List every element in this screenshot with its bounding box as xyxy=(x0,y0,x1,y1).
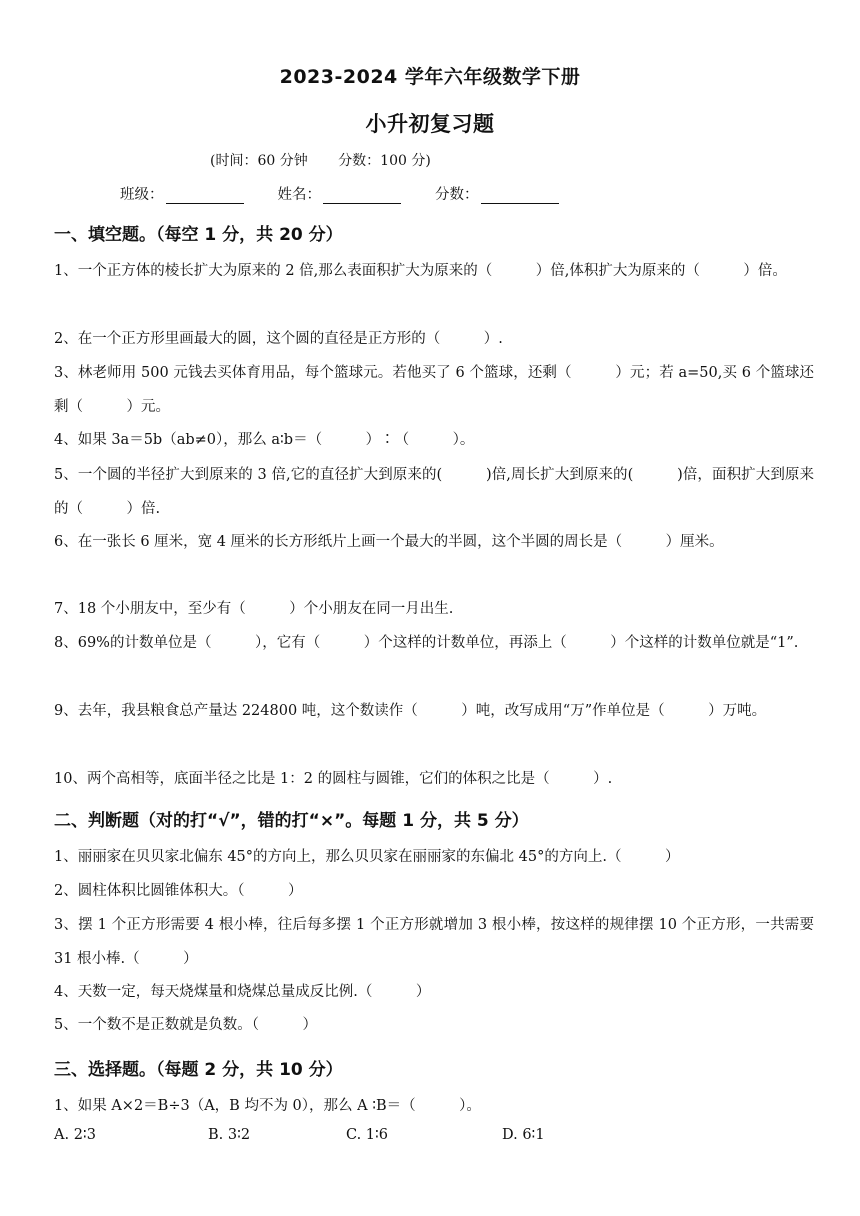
option-d[interactable]: D. 6∶1 xyxy=(502,1127,545,1143)
page-subtitle: 小升初复习题 xyxy=(365,112,495,136)
question-item: 1、一个正方体的棱长扩大为原来的 2 倍,那么表面积扩大为原来的（ ）倍,体积扩大为原来的（ ）倍。 xyxy=(54,263,787,279)
section-heading-true-false: 二、判断题（对的打“√”，错的打“×”。每题 1 分，共 5 分） xyxy=(54,811,529,831)
student-info-fields xyxy=(120,183,559,204)
option-c[interactable]: C. 1∶6 xyxy=(346,1127,389,1143)
name-blank[interactable] xyxy=(323,189,401,204)
question-item: 3、林老师用 500 元钱去买体育用品，每个篮球元。若他买了 6 个篮球，还剩（ ）元；若 a=50,买 6 个篮球还剩（ ）元。 xyxy=(54,365,814,415)
question-item: 4、如果 3a＝5b（ab≠0），那么 a∶b＝（ ）∶（ ）。 xyxy=(54,432,475,448)
class-label: 班级： xyxy=(120,187,164,203)
name-label: 姓名： xyxy=(277,187,321,203)
question-item: 3、摆 1 个正方形需要 4 根小棒，往后每多摆 1 个正方形就增加 3 根小棒，按这样的规律摆 10 个正方形，一共需要 31 根小棒.（ ） xyxy=(54,917,814,967)
question-item: 2、在一个正方形里画最大的圆，这个圆的直径是正方形的（ ）. xyxy=(54,331,503,347)
section-heading-multiple-choice: 三、选择题。（每题 2 分，共 10 分） xyxy=(54,1060,343,1080)
question-item: 8、69%的计数单位是（ ），它有（ ）个这样的计数单位，再添上（ ）个这样的计数单位就是“1”. xyxy=(54,635,799,651)
question-item: 9、去年，我县粮食总产量达 224800 吨，这个数读作（ ）吨，改写成用“万”作单位是（ ）万吨。 xyxy=(54,703,767,719)
score-field[interactable] xyxy=(435,183,559,204)
exam-meta xyxy=(210,150,457,170)
choice-options xyxy=(54,1127,545,1143)
question-item: 5、一个数不是正数就是负数。（ ） xyxy=(54,1017,317,1033)
option-b[interactable]: B. 3∶2 xyxy=(208,1127,251,1143)
question-item: 1、如果 A×2＝B÷3（A，B 均不为 0），那么 A ∶B＝（ ）。 xyxy=(54,1098,481,1114)
name-field[interactable] xyxy=(278,183,402,204)
option-a[interactable]: A. 2∶3 xyxy=(54,1127,96,1143)
score-label: 分数： xyxy=(435,187,479,203)
section-heading-fill-blank: 一、填空题。（每空 1 分，共 20 分） xyxy=(54,225,343,245)
question-item: 7、18 个小朋友中，至少有（ ）个小朋友在同一月出生. xyxy=(54,601,454,617)
page-title: 2023-2024 学年六年级数学下册 xyxy=(279,66,581,88)
question-item: 10、两个高相等，底面半径之比是 1：2 的圆柱与圆锥，它们的体积之比是（ ）. xyxy=(54,771,613,787)
question-item: 6、在一张长 6 厘米，宽 4 厘米的长方形纸片上画一个最大的半圆，这个半圆的周长是（ ）厘米。 xyxy=(54,534,724,550)
question-item: 4、天数一定，每天烧煤量和烧煤总量成反比例.（ ） xyxy=(54,984,431,1000)
score-blank[interactable] xyxy=(481,189,559,204)
class-blank[interactable] xyxy=(166,189,244,204)
question-item: 2、圆柱体积比圆锥体积大。（ ） xyxy=(54,883,303,899)
score-info: 分数：100 分) xyxy=(338,153,431,169)
question-item: 1、丽丽家在贝贝家北偏东 45°的方向上，那么贝贝家在丽丽家的东偏北 45°的方向上.（ ） xyxy=(54,849,680,865)
time-info: (时间：60 分钟 xyxy=(210,153,308,169)
class-field[interactable] xyxy=(120,183,244,204)
question-item: 5、一个圆的半径扩大到原来的 3 倍,它的直径扩大到原来的( )倍,周长扩大到原来的( )倍，面积扩大到原来的（ ）倍. xyxy=(54,467,814,517)
